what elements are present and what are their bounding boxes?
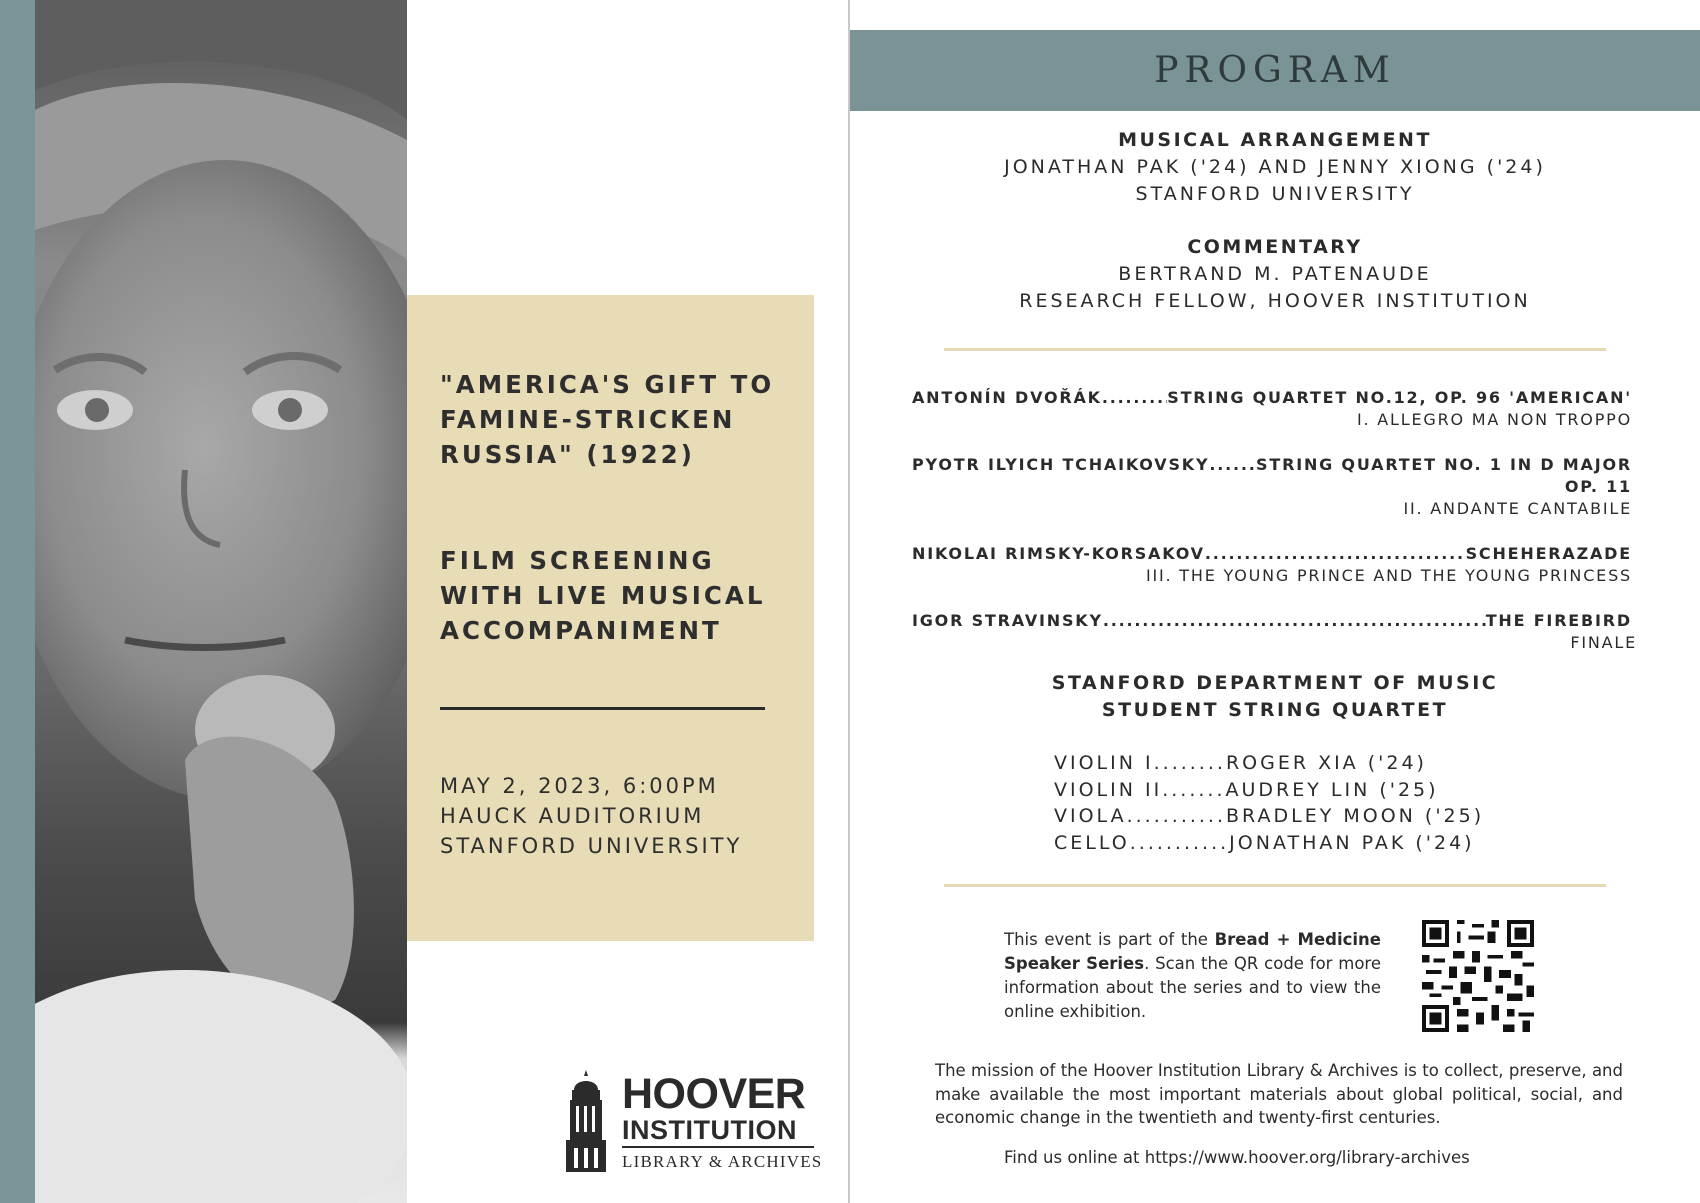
movement: III. THE YOUNG PRINCE AND THE YOUNG PRINCESS: [1145, 566, 1632, 585]
teal-side-strip: [0, 0, 35, 1203]
member-row: [1054, 750, 1514, 777]
quartet-line1: STANFORD DEPARTMENT OF MUSIC: [1051, 672, 1499, 694]
member-dots: ........: [1153, 752, 1226, 774]
series-description: [1004, 928, 1381, 1024]
member-dots: ...........: [1129, 831, 1230, 854]
member-dots: ...........: [1126, 805, 1227, 827]
event-details: [440, 771, 800, 861]
member-name: JONATHAN PAK ('24): [1229, 831, 1475, 854]
piece-stravinsky: [912, 610, 1637, 654]
film-subtitle: FILM SCREENING WITH LIVE MUSICAL ACCOMPANIMENT: [440, 546, 766, 645]
commentary-title: RESEARCH FELLOW, HOOVER INSTITUTION: [1019, 290, 1531, 312]
member-role: VIOLA: [1054, 805, 1127, 827]
commentary-heading: COMMENTARY: [1187, 236, 1363, 258]
film-title: "AMERICA'S GIFT TO FAMINE-STRICKEN RUSSIA" (1922): [440, 370, 775, 469]
logo-rule: [622, 1146, 814, 1148]
logo-institution: INSTITUTION: [622, 1115, 797, 1145]
member-row: [1054, 777, 1514, 804]
work: STRING QUARTET NO. 1 IN D MAJOR: [1256, 455, 1632, 474]
quartet-heading: [850, 670, 1700, 724]
member-role: VIOLIN I: [1054, 752, 1154, 774]
arrangement-names: JONATHAN PAK ('24) AND JENNY XIONG ('24): [1004, 156, 1546, 178]
find-us-link[interactable]: Find us online at https://www.hoover.org/library-archives: [1004, 1148, 1470, 1167]
commentary-block: [850, 234, 1700, 315]
commentary-name: BERTRAND M. PATENAUDE: [1118, 263, 1432, 285]
member-role: CELLO: [1054, 831, 1130, 854]
composer: PYOTR ILYICH TCHAIKOVSKY: [912, 455, 1210, 474]
work: SCHEHERAZADE: [1465, 544, 1632, 563]
logo-library-archives: LIBRARY & ARCHIVES: [622, 1152, 823, 1171]
member-name: AUDREY LIN ('25): [1225, 778, 1439, 801]
member-name: ROGER XIA ('24): [1225, 752, 1427, 774]
movement: II. ANDANTE CANTABILE: [1403, 499, 1632, 518]
movement: I. ALLEGRO MA NON TROPPO: [1357, 410, 1632, 429]
title-divider: [440, 707, 765, 710]
composer: NIKOLAI RIMSKY-KORSAKOV: [912, 544, 1205, 563]
tan-divider-bottom: [944, 884, 1606, 887]
movement: FINALE: [1570, 633, 1637, 652]
event-datetime: MAY 2, 2023, 6:00PM: [440, 774, 719, 798]
work-continued: OP. 11: [1564, 477, 1632, 496]
hoover-logo: [560, 1068, 823, 1178]
arrangement-affiliation: STANFORD UNIVERSITY: [1135, 183, 1415, 205]
piece-tchaikovsky: [912, 454, 1632, 520]
series-text-pre: This event is part of the: [1004, 930, 1215, 949]
event-place: STANFORD UNIVERSITY: [440, 834, 743, 858]
logo-hoover: HOOVER: [622, 1070, 806, 1118]
work: STRING QUARTET NO.12, OP. 96 'AMERICAN': [1167, 388, 1632, 407]
child-photo: [35, 0, 407, 1203]
work: THE FIREBIRD: [1485, 611, 1632, 630]
piece-dvorak: [912, 387, 1632, 431]
composer: IGOR STRAVINSKY: [912, 611, 1103, 630]
quartet-line2: STUDENT STRING QUARTET: [1101, 699, 1449, 721]
member-dots: .......: [1162, 778, 1226, 801]
piece-rimsky-korsakov: [912, 543, 1632, 587]
composer: ANTONÍN DVOŘÁK: [912, 388, 1102, 407]
qr-code-icon[interactable]: [1422, 920, 1534, 1032]
member-role: VIOLIN II: [1054, 778, 1163, 801]
event-venue: HAUCK AUDITORIUM: [440, 804, 705, 828]
member-name: BRADLEY MOON ('25): [1226, 805, 1485, 827]
tan-divider-top: [944, 348, 1606, 351]
mission-statement: The mission of the Hoover Institution Library & Archives is to collect, preserve, and make available the most important materials about global political, social, and economic change in the twentieth and twenty-first centuries.: [935, 1061, 1623, 1127]
series-name[interactable]: Bread + Medicine Speaker Series: [1004, 930, 1381, 973]
quartet-members: [1054, 750, 1514, 856]
program-header: [850, 30, 1700, 111]
arrangement-block: [850, 127, 1700, 208]
program-title: PROGRAM: [1154, 50, 1396, 91]
hoover-tower-icon: [560, 1068, 612, 1173]
series-text-post: . Scan the QR code for more information about the series and to view the online exhibition.: [1004, 954, 1381, 1021]
member-row: [1054, 830, 1514, 857]
arrangement-heading: MUSICAL ARRANGEMENT: [1118, 129, 1432, 151]
member-row: [1054, 803, 1514, 830]
